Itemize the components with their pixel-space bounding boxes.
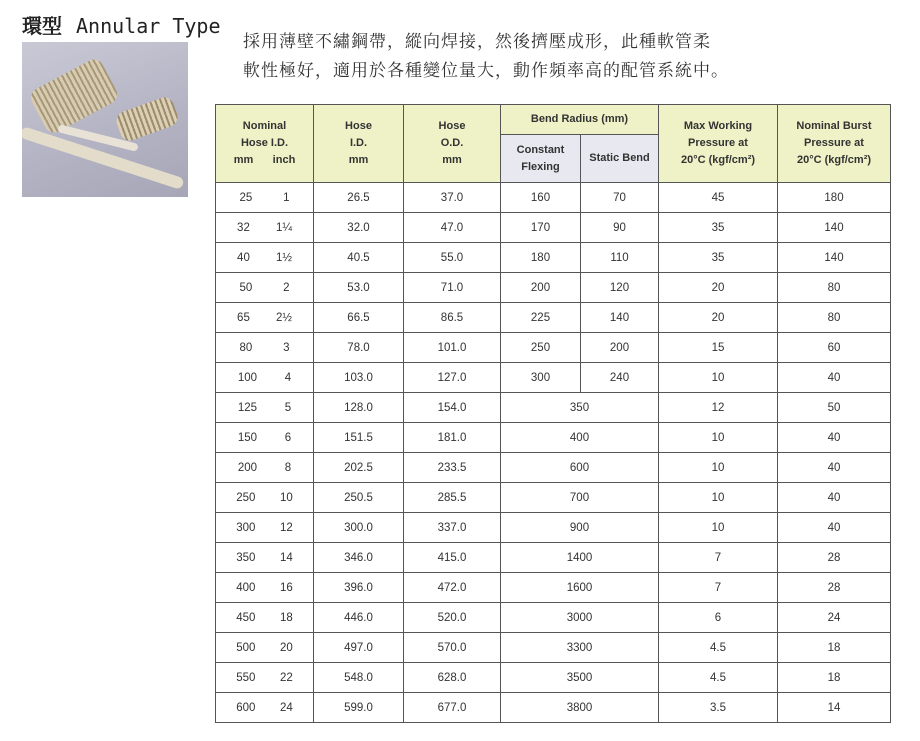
table-row xyxy=(216,603,891,633)
cell-burst-pressure: 24 xyxy=(778,603,891,633)
header-text: Hose I.D. xyxy=(240,137,289,149)
cell-static-bend: 120 xyxy=(581,273,659,303)
cell-inch: 1½ xyxy=(275,251,292,264)
cell-hose-od: 233.5 xyxy=(404,453,501,483)
header-text: Constant xyxy=(516,143,565,156)
cell-nominal xyxy=(216,303,314,333)
header-hose-id xyxy=(314,105,404,183)
cell-constant-flexing: 300 xyxy=(501,363,581,393)
title-en: Annular Type xyxy=(76,14,221,38)
table-row xyxy=(216,663,891,693)
header-text: mm xyxy=(348,154,369,166)
header-text: Flexing xyxy=(521,160,560,173)
cell-mm: 500 xyxy=(236,641,256,654)
cell-hose-od: 415.0 xyxy=(404,543,501,573)
cell-nominal xyxy=(216,663,314,693)
cell-inch: 22 xyxy=(279,671,293,684)
cell-burst-pressure: 140 xyxy=(778,243,891,273)
cell-hose-od: 628.0 xyxy=(404,663,501,693)
cell-mm: 40 xyxy=(237,251,250,264)
cell-max-working-pressure: 15 xyxy=(659,333,778,363)
cell-max-working-pressure: 6 xyxy=(659,603,778,633)
cell-hose-id: 446.0 xyxy=(314,603,404,633)
cell-mm: 65 xyxy=(237,311,250,324)
header-text: Nominal xyxy=(242,120,287,132)
cell-mm: 150 xyxy=(237,431,258,444)
cell-nominal xyxy=(216,393,314,423)
cell-inch: 4 xyxy=(284,371,292,384)
cell-burst-pressure: 28 xyxy=(778,573,891,603)
cell-mm: 400 xyxy=(236,581,256,594)
description-line: 軟性極好，適用於各種變位量大，動作頻率高的配管系統中。 xyxy=(243,61,729,81)
cell-max-working-pressure: 45 xyxy=(659,183,778,213)
cell-bend-radius: 600 xyxy=(501,453,659,483)
cell-constant-flexing: 200 xyxy=(501,273,581,303)
cell-burst-pressure: 180 xyxy=(778,183,891,213)
cell-hose-od: 520.0 xyxy=(404,603,501,633)
cell-hose-id: 548.0 xyxy=(314,663,404,693)
cell-max-working-pressure: 7 xyxy=(659,573,778,603)
cell-nominal xyxy=(216,273,314,303)
cell-hose-od: 181.0 xyxy=(404,423,501,453)
cell-mm: 25 xyxy=(239,191,253,204)
cell-burst-pressure: 140 xyxy=(778,213,891,243)
cell-mm: 600 xyxy=(236,701,256,714)
cell-hose-od: 127.0 xyxy=(404,363,501,393)
header-text: inch xyxy=(272,154,296,166)
table-row xyxy=(216,423,891,453)
cell-hose-id: 128.0 xyxy=(314,393,404,423)
cell-bend-radius: 3800 xyxy=(501,693,659,723)
cell-hose-id: 32.0 xyxy=(314,213,404,243)
header-text: Max Working xyxy=(683,120,753,132)
cell-nominal xyxy=(216,603,314,633)
cell-inch: 2 xyxy=(283,281,290,294)
cell-nominal xyxy=(216,633,314,663)
cell-hose-od: 285.5 xyxy=(404,483,501,513)
cell-mm: 80 xyxy=(239,341,253,354)
cell-constant-flexing: 170 xyxy=(501,213,581,243)
cell-burst-pressure: 40 xyxy=(778,483,891,513)
cell-max-working-pressure: 10 xyxy=(659,423,778,453)
cell-bend-radius: 700 xyxy=(501,483,659,513)
cell-static-bend: 90 xyxy=(581,213,659,243)
cell-hose-id: 300.0 xyxy=(314,513,404,543)
cell-hose-id: 396.0 xyxy=(314,573,404,603)
header-max-working-pressure xyxy=(659,105,778,183)
cell-inch: 8 xyxy=(284,461,292,474)
cell-hose-id: 346.0 xyxy=(314,543,404,573)
table-row xyxy=(216,303,891,333)
cell-hose-id: 250.5 xyxy=(314,483,404,513)
cell-hose-od: 37.0 xyxy=(404,183,501,213)
cell-burst-pressure: 14 xyxy=(778,693,891,723)
header-nominal xyxy=(216,105,314,183)
cell-hose-od: 55.0 xyxy=(404,243,501,273)
description-line: 採用薄壁不繡鋼帶，縱向焊接，然後擠壓成形，此種軟管柔 xyxy=(243,32,711,52)
cell-static-bend: 240 xyxy=(581,363,659,393)
cell-burst-pressure: 80 xyxy=(778,273,891,303)
cell-bend-radius: 400 xyxy=(501,423,659,453)
cell-hose-id: 103.0 xyxy=(314,363,404,393)
cell-hose-od: 570.0 xyxy=(404,633,501,663)
header-text: Hose xyxy=(345,120,372,132)
cell-nominal xyxy=(216,363,314,393)
header-text: 20°C (kgf/cm²) xyxy=(680,154,756,166)
cell-hose-od: 101.0 xyxy=(404,333,501,363)
cell-constant-flexing: 250 xyxy=(501,333,581,363)
cell-burst-pressure: 60 xyxy=(778,333,891,363)
cell-max-working-pressure: 10 xyxy=(659,513,778,543)
cell-inch: 6 xyxy=(284,431,292,444)
cell-nominal xyxy=(216,573,314,603)
cell-bend-radius: 3300 xyxy=(501,633,659,663)
cell-inch: 24 xyxy=(279,701,293,714)
cell-bend-radius: 3000 xyxy=(501,603,659,633)
cell-hose-id: 66.5 xyxy=(314,303,404,333)
cell-mm: 100 xyxy=(237,371,258,384)
header-text: 20°C (kgf/cm²) xyxy=(796,154,872,166)
header-hose-od xyxy=(404,105,501,183)
cell-inch: 1¼ xyxy=(275,221,292,234)
cell-hose-id: 599.0 xyxy=(314,693,404,723)
cell-static-bend: 110 xyxy=(581,243,659,273)
cell-bend-radius: 1400 xyxy=(501,543,659,573)
cell-constant-flexing: 225 xyxy=(501,303,581,333)
cell-inch: 12 xyxy=(279,521,293,534)
section-title xyxy=(22,10,221,39)
description xyxy=(243,28,729,86)
header-bend-radius: Bend Radius (mm) xyxy=(501,105,659,135)
cell-max-working-pressure: 7 xyxy=(659,543,778,573)
cell-mm: 125 xyxy=(237,401,258,414)
table-row xyxy=(216,453,891,483)
cell-inch: 16 xyxy=(279,581,293,594)
cell-hose-id: 53.0 xyxy=(314,273,404,303)
cell-hose-id: 497.0 xyxy=(314,633,404,663)
cell-burst-pressure: 18 xyxy=(778,633,891,663)
table-row xyxy=(216,183,891,213)
cell-hose-od: 154.0 xyxy=(404,393,501,423)
cell-hose-od: 47.0 xyxy=(404,213,501,243)
cell-burst-pressure: 28 xyxy=(778,543,891,573)
cell-inch: 5 xyxy=(284,401,292,414)
header-text: Pressure at xyxy=(688,137,748,149)
cell-max-working-pressure: 3.5 xyxy=(659,693,778,723)
cell-inch: 3 xyxy=(283,341,290,354)
cell-nominal xyxy=(216,513,314,543)
cell-inch: 1 xyxy=(283,191,290,204)
cell-max-working-pressure: 20 xyxy=(659,303,778,333)
cell-nominal xyxy=(216,693,314,723)
cell-max-working-pressure: 35 xyxy=(659,213,778,243)
cell-max-working-pressure: 4.5 xyxy=(659,633,778,663)
cell-inch: 14 xyxy=(279,551,293,564)
spec-table xyxy=(215,104,891,723)
cell-burst-pressure: 18 xyxy=(778,663,891,693)
cell-hose-od: 472.0 xyxy=(404,573,501,603)
cell-mm: 200 xyxy=(237,461,258,474)
cell-bend-radius: 3500 xyxy=(501,663,659,693)
cell-bend-radius: 350 xyxy=(501,393,659,423)
cell-nominal xyxy=(216,423,314,453)
cell-burst-pressure: 40 xyxy=(778,513,891,543)
cell-mm: 550 xyxy=(236,671,256,684)
cell-max-working-pressure: 4.5 xyxy=(659,663,778,693)
cell-burst-pressure: 40 xyxy=(778,423,891,453)
cell-mm: 32 xyxy=(237,221,250,234)
cell-hose-od: 86.5 xyxy=(404,303,501,333)
cell-burst-pressure: 40 xyxy=(778,363,891,393)
header-text: O.D. xyxy=(440,137,464,149)
cell-hose-od: 337.0 xyxy=(404,513,501,543)
table-row xyxy=(216,243,891,273)
cell-mm: 450 xyxy=(236,611,256,624)
table-row xyxy=(216,513,891,543)
cell-hose-id: 202.5 xyxy=(314,453,404,483)
header-constant-flexing xyxy=(501,135,581,183)
cell-static-bend: 70 xyxy=(581,183,659,213)
cell-nominal xyxy=(216,213,314,243)
table-row xyxy=(216,213,891,243)
header-text: Nominal Burst xyxy=(796,120,872,132)
header-text: mm xyxy=(442,154,462,166)
cell-max-working-pressure: 35 xyxy=(659,243,778,273)
cell-max-working-pressure: 12 xyxy=(659,393,778,423)
cell-inch: 18 xyxy=(279,611,293,624)
cell-hose-id: 151.5 xyxy=(314,423,404,453)
header-text: Pressure at xyxy=(804,137,864,149)
header-text: I.D. xyxy=(349,137,368,149)
table-row xyxy=(216,693,891,723)
cell-max-working-pressure: 10 xyxy=(659,363,778,393)
table-row xyxy=(216,633,891,663)
cell-nominal xyxy=(216,243,314,273)
header-burst-pressure xyxy=(778,105,891,183)
cell-bend-radius: 900 xyxy=(501,513,659,543)
cell-mm: 50 xyxy=(239,281,253,294)
cell-hose-id: 26.5 xyxy=(314,183,404,213)
table-row xyxy=(216,483,891,513)
header-static-bend: Static Bend xyxy=(581,135,659,183)
cell-mm: 300 xyxy=(236,521,256,534)
cell-max-working-pressure: 10 xyxy=(659,483,778,513)
table-row xyxy=(216,333,891,363)
table-row xyxy=(216,573,891,603)
cell-burst-pressure: 40 xyxy=(778,453,891,483)
table-row xyxy=(216,543,891,573)
cell-nominal xyxy=(216,543,314,573)
cell-hose-od: 71.0 xyxy=(404,273,501,303)
cell-nominal xyxy=(216,483,314,513)
cell-inch: 2½ xyxy=(275,311,292,324)
title-zh: 環型 xyxy=(22,14,62,38)
cell-mm: 350 xyxy=(236,551,256,564)
table-row xyxy=(216,363,891,393)
cell-hose-od: 677.0 xyxy=(404,693,501,723)
cell-burst-pressure: 50 xyxy=(778,393,891,423)
table-row xyxy=(216,393,891,423)
cell-nominal xyxy=(216,453,314,483)
cell-constant-flexing: 180 xyxy=(501,243,581,273)
cell-inch: 20 xyxy=(279,641,293,654)
cell-hose-id: 78.0 xyxy=(314,333,404,363)
cell-hose-id: 40.5 xyxy=(314,243,404,273)
product-photo xyxy=(22,42,188,197)
cell-max-working-pressure: 20 xyxy=(659,273,778,303)
cell-constant-flexing: 160 xyxy=(501,183,581,213)
table-row xyxy=(216,273,891,303)
cell-mm: 250 xyxy=(236,491,256,504)
cell-bend-radius: 1600 xyxy=(501,573,659,603)
header-text: Hose xyxy=(438,120,466,132)
cell-max-working-pressure: 10 xyxy=(659,453,778,483)
cell-nominal xyxy=(216,333,314,363)
cell-static-bend: 200 xyxy=(581,333,659,363)
cell-inch: 10 xyxy=(279,491,293,504)
cell-burst-pressure: 80 xyxy=(778,303,891,333)
cell-nominal xyxy=(216,183,314,213)
header-text: mm xyxy=(233,154,254,166)
cell-static-bend: 140 xyxy=(581,303,659,333)
